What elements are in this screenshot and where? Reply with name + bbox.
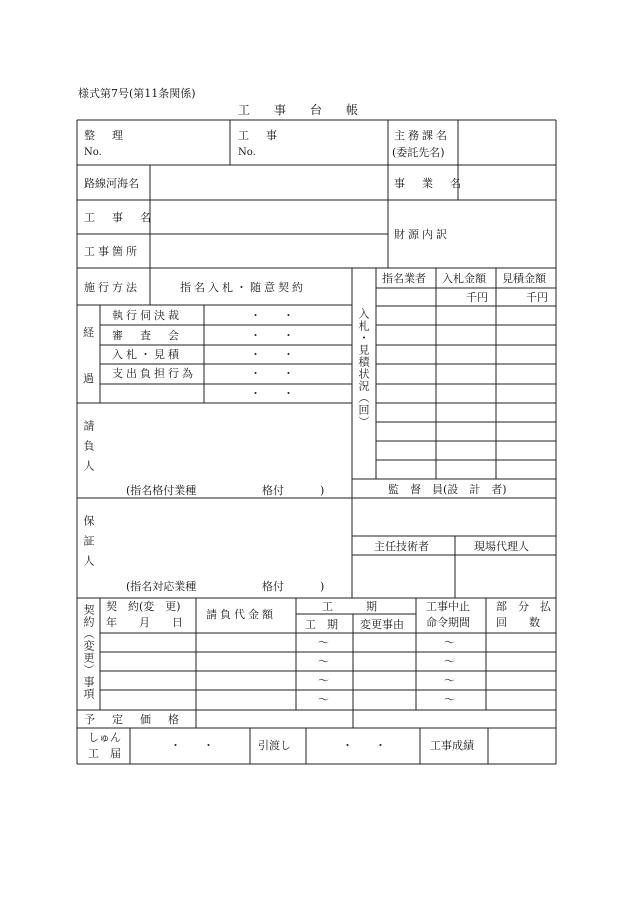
unit-sen-en-1: 千円 xyxy=(466,291,488,304)
koji-no-label: No. xyxy=(238,147,256,158)
sekou-label: 施行方法 xyxy=(84,281,140,294)
itaku-label: (委託先名) xyxy=(392,146,445,159)
keika-date-1[interactable]: ・ ・ xyxy=(250,309,294,322)
keika-date-4[interactable]: ・ ・ xyxy=(250,367,294,380)
keika-item-shishutsu: 支出負担行為 xyxy=(112,367,196,380)
hikiwatashi-date[interactable]: ・ ・ xyxy=(342,739,386,752)
kantoku-label: 監 督 員(設 計 者) xyxy=(388,483,507,496)
kojimei-field[interactable] xyxy=(152,202,386,232)
keiyaku-side-label: 契約（変更）事項 xyxy=(82,604,95,700)
kouki-tilde-1: ～ xyxy=(318,636,329,649)
koji-seiseki-label: 工事成績 xyxy=(430,739,474,752)
nyusatsu-header-gyosha: 指名業者 xyxy=(382,272,426,285)
form-title: 工 事 台 帳 xyxy=(238,103,359,117)
chushi-tilde-2: ～ xyxy=(444,655,455,668)
keiyaku-chushi-b: 命令期間 xyxy=(426,616,470,629)
keika-date-5[interactable]: ・ ・ xyxy=(250,387,294,400)
kouki-tilde-2: ～ xyxy=(318,655,329,668)
keiyaku-bubun-b: 回 数 xyxy=(496,616,540,629)
ukeoi-note-kakuzuke: 格付 xyxy=(262,484,284,497)
keika-item-shikko: 執行伺決裁 xyxy=(112,309,182,322)
nyusatsu-header-mitsumori: 見積金額 xyxy=(502,272,546,285)
genba-label: 現場代理人 xyxy=(474,540,529,553)
seiri-no-label: No. xyxy=(84,147,102,158)
keika-label-top: 経 xyxy=(83,326,94,339)
keika-item-shinsa: 審 査 会 xyxy=(112,329,182,342)
shunko-label-a: しゅん xyxy=(88,731,121,744)
kouki-tilde-3: ～ xyxy=(318,674,329,687)
koji-label: 工 事 xyxy=(238,129,280,142)
keiyaku-col-date-a: 契 約(変 更) xyxy=(106,600,181,613)
shumu-ka-field[interactable] xyxy=(460,125,554,163)
shunko-label-b: 工 届 xyxy=(88,747,121,760)
zaigen-label: 財源内訳 xyxy=(394,228,450,241)
kouki-tilde-4: ～ xyxy=(318,693,329,706)
hosho-label: 保証人 xyxy=(82,515,95,575)
kojimei-label: 工 事 名 xyxy=(84,211,154,224)
keiyaku-kouki: 工 期 xyxy=(305,618,338,631)
sekou-value: 指名入札・随意契約 xyxy=(180,281,306,294)
rosen-field[interactable] xyxy=(152,168,386,198)
chushi-tilde-4: ～ xyxy=(444,693,455,706)
ukeoi-note-close: ) xyxy=(320,484,325,497)
keiyaku-bubun-a: 部 分 払 xyxy=(496,600,551,613)
shunin-label: 主任技術者 xyxy=(374,540,429,553)
keiyaku-col-daikin: 請負代金額 xyxy=(206,608,276,621)
keika-date-2[interactable]: ・ ・ xyxy=(250,329,294,342)
ukeoi-label: 請負人 xyxy=(82,420,95,480)
kasho-label: 工事箇所 xyxy=(84,245,140,258)
hikiwatashi-label: 引渡し xyxy=(258,739,291,752)
keiyaku-chushi-a: 工事中止 xyxy=(426,600,470,613)
shumu-ka-label: 主務課名 xyxy=(394,129,450,142)
keika-label-bottom: 過 xyxy=(83,372,94,385)
nyusatsu-side-label: 入札・見積状況（回） xyxy=(357,308,370,428)
yotei-kakaku-label: 予 定 価 格 xyxy=(84,713,182,726)
keiyaku-henko: 変更事由 xyxy=(360,618,404,631)
seiri-label: 整 理 xyxy=(84,129,126,142)
keika-date-3[interactable]: ・ ・ xyxy=(250,348,294,361)
ukeoi-note-gyoshu: (指名格付業種 xyxy=(126,484,197,497)
chushi-tilde-3: ～ xyxy=(444,674,455,687)
unit-sen-en-2: 千円 xyxy=(526,291,548,304)
keika-item-nyusatsu: 入札・見積 xyxy=(112,348,182,361)
hosho-note-close: ) xyxy=(320,580,325,593)
chushi-tilde-1: ～ xyxy=(444,636,455,649)
jigyo-field[interactable] xyxy=(460,168,554,198)
form-number: 様式第7号(第11条関係) xyxy=(78,87,196,100)
rosen-label: 路線河海名 xyxy=(84,177,139,190)
keiyaku-col-date-b: 年 月 日 xyxy=(106,616,183,629)
shunko-date[interactable]: ・ ・ xyxy=(170,739,214,752)
hosho-note-kakuzuke: 格付 xyxy=(262,580,284,593)
keiyaku-kouki-head: 工 期 xyxy=(322,600,377,613)
kasho-field[interactable] xyxy=(152,236,386,266)
hosho-note-gyoshu: (指名対応業種 xyxy=(126,580,197,593)
jigyo-label: 事 業 名 xyxy=(394,177,464,190)
nyusatsu-header-kingaku: 入札金額 xyxy=(442,272,486,285)
